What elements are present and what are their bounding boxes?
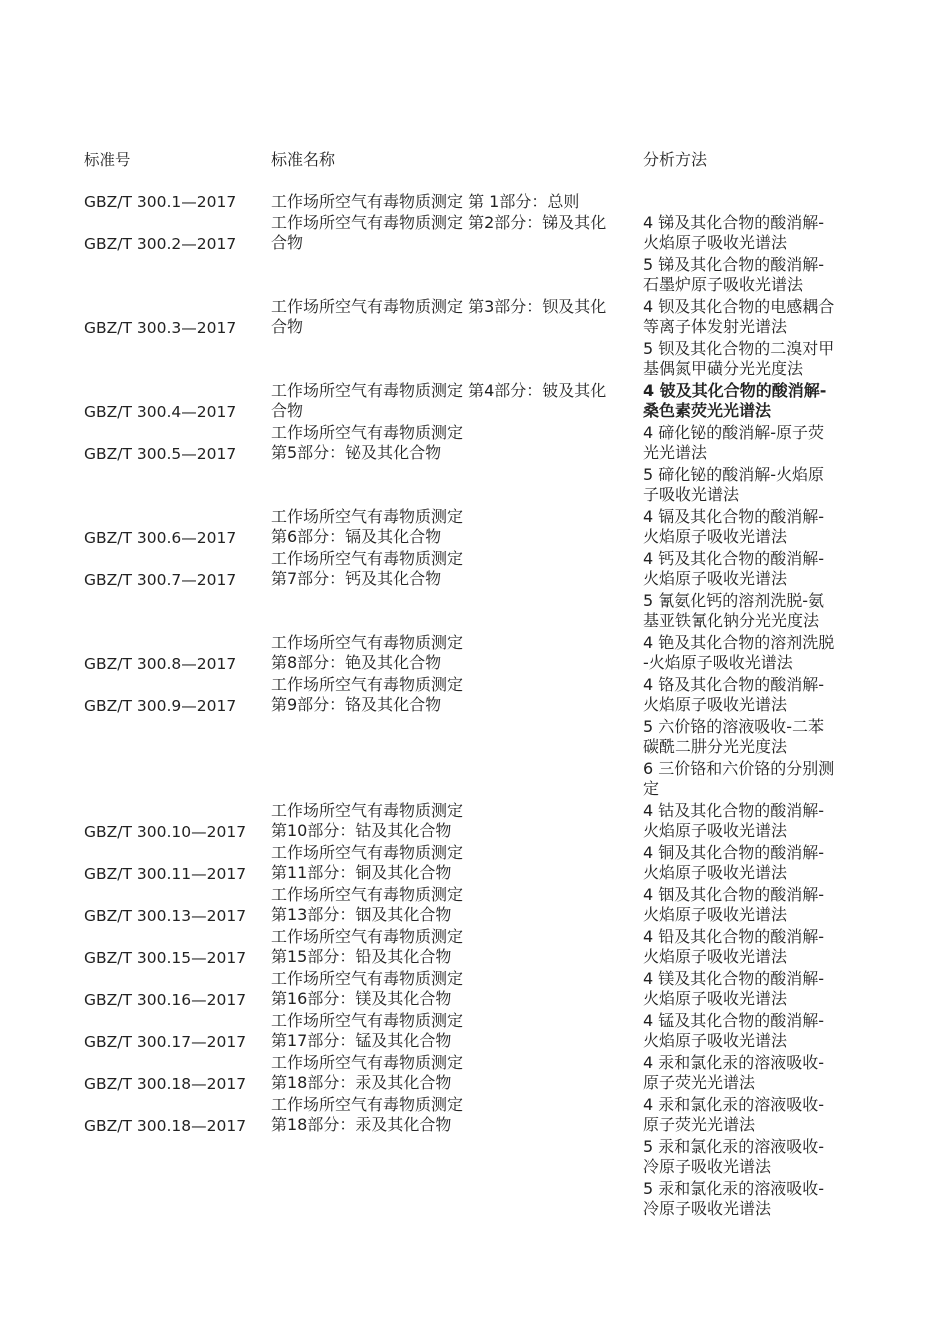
analysis-method: 4 铍及其化合物的酸消解- 桑色素荧光光谱法 [643, 381, 827, 420]
standard-code: GBZ/T 300.1—2017 [84, 193, 237, 211]
analysis-method: 4 钡及其化合物的电感耦合 等离子体发射光谱法 [643, 297, 835, 336]
standard-name: 工作场所空气有毒物质测定 第11部分：铜及其化合物 [271, 843, 464, 882]
analysis-method: 4 汞和氯化汞的溶液吸收- 原子荧光光谱法 [643, 1053, 825, 1092]
standard-code: GBZ/T 300.11—2017 [84, 865, 247, 883]
standard-name: 工作场所空气有毒物质测定 第8部分：铯及其化合物 [271, 633, 464, 672]
standard-code: GBZ/T 300.13—2017 [84, 907, 247, 925]
analysis-method: 5 汞和氯化汞的溶液吸收- 冷原子吸收光谱法 [643, 1137, 825, 1176]
standard-code: GBZ/T 300.16—2017 [84, 991, 247, 1009]
analysis-method: 4 铟及其化合物的酸消解- 火焰原子吸收光谱法 [643, 885, 825, 924]
standard-name: 工作场所空气有毒物质测定 第18部分：汞及其化合物 [271, 1095, 464, 1134]
analysis-method: 4 镁及其化合物的酸消解- 火焰原子吸收光谱法 [643, 969, 825, 1008]
standard-code: GBZ/T 300.17—2017 [84, 1033, 247, 1051]
standard-code: GBZ/T 300.9—2017 [84, 697, 237, 715]
header-code: 标准号 [84, 151, 131, 169]
standard-code: GBZ/T 300.18—2017 [84, 1075, 247, 1093]
analysis-method: 5 锑及其化合物的酸消解- 石墨炉原子吸收光谱法 [643, 255, 825, 294]
analysis-method: 4 铯及其化合物的溶剂洗脱 -火焰原子吸收光谱法 [643, 633, 835, 672]
standard-name: 工作场所空气有毒物质测定 第4部分：铍及其化 合物 [271, 381, 607, 420]
standard-name: 工作场所空气有毒物质测定 第15部分：铅及其化合物 [271, 927, 464, 966]
analysis-method: 5 钡及其化合物的二溴对甲 基偶氮甲磺分光光度法 [643, 339, 835, 378]
analysis-method: 4 碲化铋的酸消解-原子荧 光光谱法 [643, 423, 825, 462]
analysis-method: 4 汞和氯化汞的溶液吸收- 原子荧光光谱法 [643, 1095, 825, 1134]
standard-name: 工作场所空气有毒物质测定 第9部分：铬及其化合物 [271, 675, 464, 714]
standard-code: GBZ/T 300.15—2017 [84, 949, 247, 967]
standard-code: GBZ/T 300.3—2017 [84, 319, 237, 337]
analysis-method: 6 三价铬和六价铬的分别测 定 [643, 759, 835, 798]
analysis-method: 4 钙及其化合物的酸消解- 火焰原子吸收光谱法 [643, 549, 825, 588]
standard-code: GBZ/T 300.10—2017 [84, 823, 247, 841]
standard-name: 工作场所空气有毒物质测定 第2部分：锑及其化 合物 [271, 213, 607, 252]
analysis-method: 4 铅及其化合物的酸消解- 火焰原子吸收光谱法 [643, 927, 825, 966]
analysis-method: 5 汞和氯化汞的溶液吸收- 冷原子吸收光谱法 [643, 1179, 825, 1218]
standard-code: GBZ/T 300.5—2017 [84, 445, 237, 463]
standard-name: 工作场所空气有毒物质测定 第13部分：铟及其化合物 [271, 885, 464, 924]
standard-code: GBZ/T 300.2—2017 [84, 235, 237, 253]
analysis-method: 4 铜及其化合物的酸消解- 火焰原子吸收光谱法 [643, 843, 825, 882]
standard-code: GBZ/T 300.7—2017 [84, 571, 237, 589]
analysis-method: 4 镉及其化合物的酸消解- 火焰原子吸收光谱法 [643, 507, 825, 546]
standard-name: 工作场所空气有毒物质测定 第6部分：镉及其化合物 [271, 507, 464, 546]
header-name: 标准名称 [271, 150, 336, 169]
standard-name: 工作场所空气有毒物质测定 第7部分：钙及其化合物 [271, 549, 464, 588]
standard-name: 工作场所空气有毒物质测定 第 1部分：总则 [271, 192, 580, 211]
standard-name: 工作场所空气有毒物质测定 第17部分：锰及其化合物 [271, 1011, 464, 1050]
analysis-method: 5 碲化铋的酸消解-火焰原 子吸收光谱法 [643, 465, 825, 504]
analysis-method: 4 铬及其化合物的酸消解- 火焰原子吸收光谱法 [643, 675, 825, 714]
analysis-method: 4 锰及其化合物的酸消解- 火焰原子吸收光谱法 [643, 1011, 825, 1050]
analysis-method: 4 钴及其化合物的酸消解- 火焰原子吸收光谱法 [643, 801, 825, 840]
analysis-method: 4 锑及其化合物的酸消解- 火焰原子吸收光谱法 [643, 213, 825, 252]
analysis-method: 5 氰氨化钙的溶剂洗脱-氨 基亚铁氰化钠分光光度法 [643, 591, 825, 630]
standard-name: 工作场所空气有毒物质测定 第5部分：铋及其化合物 [271, 423, 464, 462]
standard-code: GBZ/T 300.6—2017 [84, 529, 237, 547]
standard-name: 工作场所空气有毒物质测定 第18部分：汞及其化合物 [271, 1053, 464, 1092]
standard-code: GBZ/T 300.8—2017 [84, 655, 237, 673]
standard-name: 工作场所空气有毒物质测定 第3部分：钡及其化 合物 [271, 297, 607, 336]
standard-code: GBZ/T 300.4—2017 [84, 403, 237, 421]
standard-name: 工作场所空气有毒物质测定 第10部分：钴及其化合物 [271, 801, 464, 840]
standard-name: 工作场所空气有毒物质测定 第16部分：镁及其化合物 [271, 969, 464, 1008]
analysis-method: 5 六价铬的溶液吸收-二苯 碳酰二肼分光光度法 [643, 717, 825, 756]
standard-code: GBZ/T 300.18—2017 [84, 1117, 247, 1135]
header-method: 分析方法 [643, 150, 708, 169]
